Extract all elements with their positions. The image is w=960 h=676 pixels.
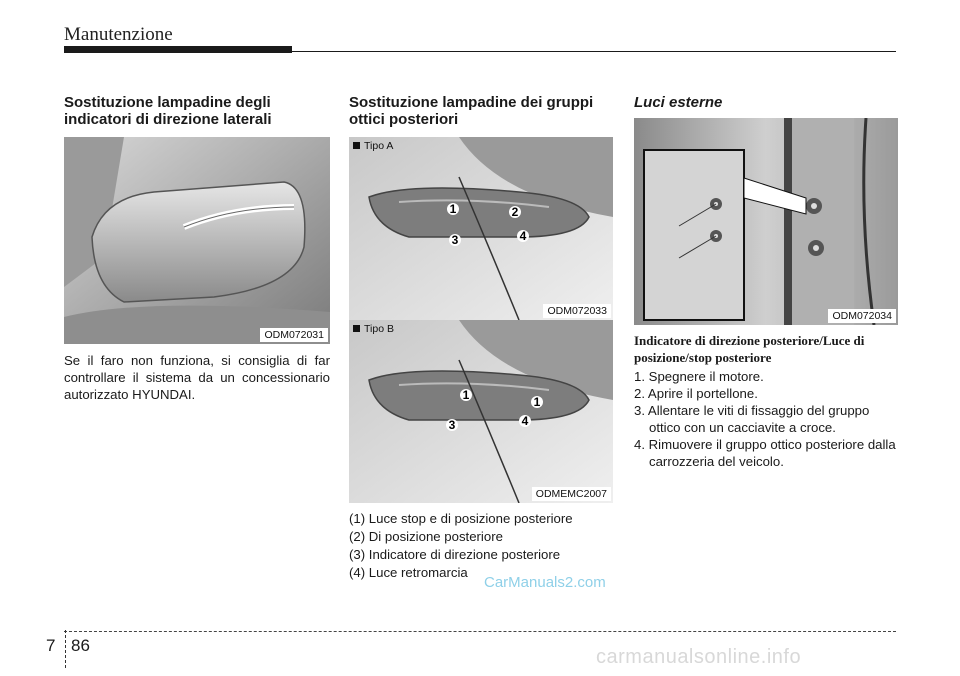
watermark-carmanualsonline: carmanualsonline.info — [596, 646, 802, 668]
figure-tipo-b — [349, 320, 613, 503]
figure-side-mirror — [64, 137, 330, 344]
section-title: Manutenzione — [64, 24, 173, 45]
figure-label-tipo-a: Tipo A — [353, 140, 393, 152]
callout-label: 1 — [449, 202, 457, 216]
subheading-indicator: Indicatore di direzione posteriore/Luce di posizione/stop posteriore — [634, 333, 865, 365]
callout-label: 3 — [451, 233, 459, 247]
figure-code: ODMEMC2007 — [532, 487, 611, 501]
square-bullet-icon — [353, 142, 360, 149]
step-item: 1. Spegnere il motore. — [634, 369, 764, 384]
footer-rule — [64, 631, 896, 632]
figure-tipo-a — [349, 137, 613, 320]
watermark-carmanuals2: CarManuals2.com — [484, 574, 606, 591]
figure-label-tipo-b: Tipo B — [353, 323, 394, 335]
callout-label: 4 — [519, 229, 527, 243]
callout-label: 2 — [511, 205, 519, 219]
chapter-number: 7 — [46, 636, 56, 655]
legend-item: (4) Luce retromarcia — [349, 565, 468, 580]
figure-code: ODM072031 — [260, 328, 328, 342]
figure-code: ODM072033 — [543, 304, 611, 318]
legend-list — [349, 510, 613, 582]
header-rule — [292, 51, 896, 52]
page-number: 86 — [71, 636, 90, 655]
step-item: 4. Rimuovere il gruppo ottico posteriore dalla carrozzeria del veicolo. — [634, 437, 896, 469]
callout-label: 1 — [462, 388, 470, 402]
body-text: Se il faro non funziona, si consiglia di far controllare il sistema da un concessionario autorizzato HYUNDAI. — [64, 353, 330, 402]
legend-item: (2) Di posizione posteriore — [349, 529, 503, 544]
callout-label: 1 — [533, 395, 541, 409]
callout-label: 4 — [521, 414, 529, 428]
square-bullet-icon — [353, 325, 360, 332]
footer-divider — [65, 630, 67, 668]
heading-exterior-lights: Luci esterne — [634, 94, 723, 111]
legend-item: (3) Indicatore di direzione posteriore — [349, 547, 561, 562]
heading-rear-lamps: Sostituzione lampadine dei gruppi ottici posteriori — [349, 94, 594, 128]
header-bar — [64, 46, 292, 53]
step-item: 2. Aprire il portellone. — [634, 386, 758, 401]
figure-tailgate-screws — [634, 118, 898, 325]
step-item: 3. Allentare le viti di fissaggio del gruppo ottico con un cacciavite a croce. — [634, 403, 870, 435]
steps-list — [634, 368, 898, 470]
heading-side-indicator: Sostituzione lampadine degli indicatori di direzione laterali — [64, 94, 272, 128]
figure-code: ODM072034 — [828, 309, 896, 323]
callout-label: 3 — [448, 418, 456, 432]
legend-item: (1) Luce stop e di posizione posteriore — [349, 511, 573, 526]
